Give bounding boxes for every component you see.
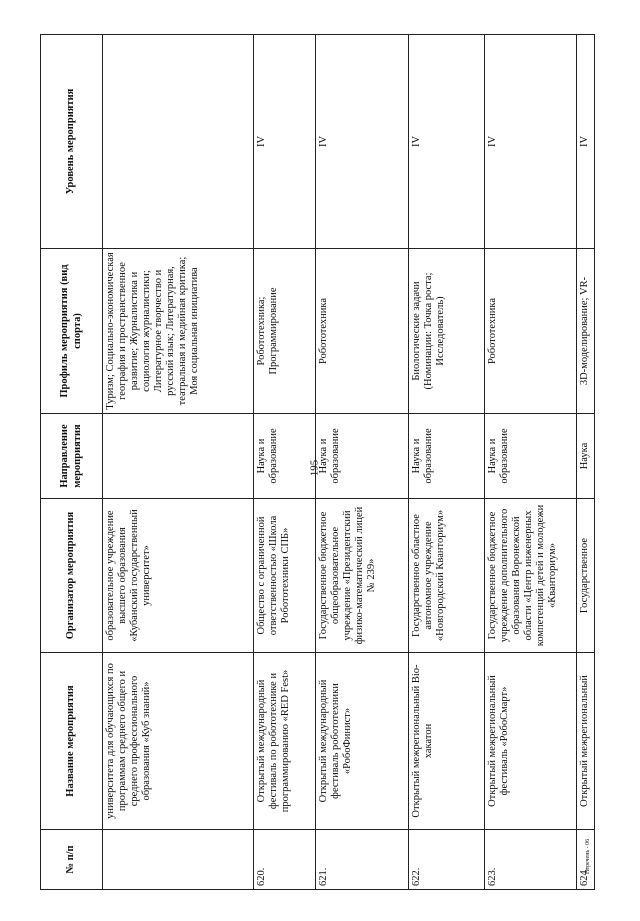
table-row <box>485 35 577 890</box>
row-name: университета для обучающихся по программам среднего общего и среднего профессионального образования «Куб знаний» <box>103 653 254 830</box>
footer-note: Перечень - 06 <box>585 838 591 874</box>
row-num: 624. <box>577 830 595 890</box>
table-header-row <box>41 35 103 890</box>
header-level: Уровень мероприятия <box>41 35 103 249</box>
row-level: IV <box>577 35 595 249</box>
row-direction: Наука и образование <box>485 414 577 499</box>
row-direction <box>103 414 254 499</box>
row-organizer: Государственное областное автономное учреждение «Новгородский Кванториум» <box>409 499 485 653</box>
row-name: Открытый межрегиональный <box>577 653 595 830</box>
row-level: IV <box>254 35 316 249</box>
row-organizer: Общество с ограниченной ответственностью «Школа Робототехники СПБ» <box>254 499 316 653</box>
row-organizer: Государственное <box>577 499 595 653</box>
row-direction: Наука и образование <box>254 414 316 499</box>
row-num: 622. <box>409 830 485 890</box>
row-direction: Наука и образование <box>409 414 485 499</box>
row-organizer: Государственное бюджетное учреждение дополнительного образования Воронежской области «Центр инженерных компетенций детей и молодежи «Кванториум» <box>485 499 577 653</box>
row-organizer: образовательное учреждение высшего образования «Кубанский государственный университет» <box>103 499 254 653</box>
row-num: 623. <box>485 830 577 890</box>
row-profile: Туризм; Социально-экономическая география и пространственное развитие; Журналистика и социология журналистики; Литературное творчество и русский язык; Литературная, театральная и медийная критика; Моя социальная инициатива <box>103 249 254 414</box>
row-profile: Робототехника <box>316 249 409 414</box>
header-name: Название мероприятия <box>41 653 103 830</box>
row-level: IV <box>409 35 485 249</box>
row-organizer: Государственное бюджетное общеобразовательное учреждение «Президентский физико-математический лицей № 239» <box>316 499 409 653</box>
header-direction: Направление мероприятия <box>41 414 103 499</box>
row-level: IV <box>316 35 409 249</box>
row-level: IV <box>485 35 577 249</box>
row-direction: Наука <box>577 414 595 499</box>
row-name: Открытый межрегиональный Bio-хакатон <box>409 653 485 830</box>
row-num: 621. <box>316 830 409 890</box>
row-profile: Робототехника <box>485 249 577 414</box>
row-num <box>103 830 254 890</box>
row-profile: 3D-моделирование; VR- <box>577 249 595 414</box>
row-direction: Наука и образование <box>316 414 409 499</box>
table-row <box>103 35 254 890</box>
table-row <box>254 35 316 890</box>
row-name: Открытый межрегиональный фестиваль «РобоСмарт» <box>485 653 577 830</box>
table-row <box>577 35 595 890</box>
row-profile: Робототехника; Программирование <box>254 249 316 414</box>
row-num: 620. <box>254 830 316 890</box>
row-profile: Биологические задачи (Номинации: Точка роста; Исследователь) <box>409 249 485 414</box>
header-profile: Профиль мероприятия (вид спорта) <box>41 249 103 414</box>
row-level <box>103 35 254 249</box>
row-name: Открытый международный фестиваль робототехники «РобоФинист» <box>316 653 409 830</box>
header-num: № п/п <box>41 830 103 890</box>
rotated-table-container <box>40 35 594 890</box>
page-number: 195 <box>308 459 321 477</box>
table-row <box>409 35 485 890</box>
events-table <box>40 34 595 890</box>
header-organizer: Организатор мероприятия <box>41 499 103 653</box>
table-row <box>316 35 409 890</box>
row-name: Открытый международный фестиваль по робототехнике и программированию «RED Fest» <box>254 653 316 830</box>
